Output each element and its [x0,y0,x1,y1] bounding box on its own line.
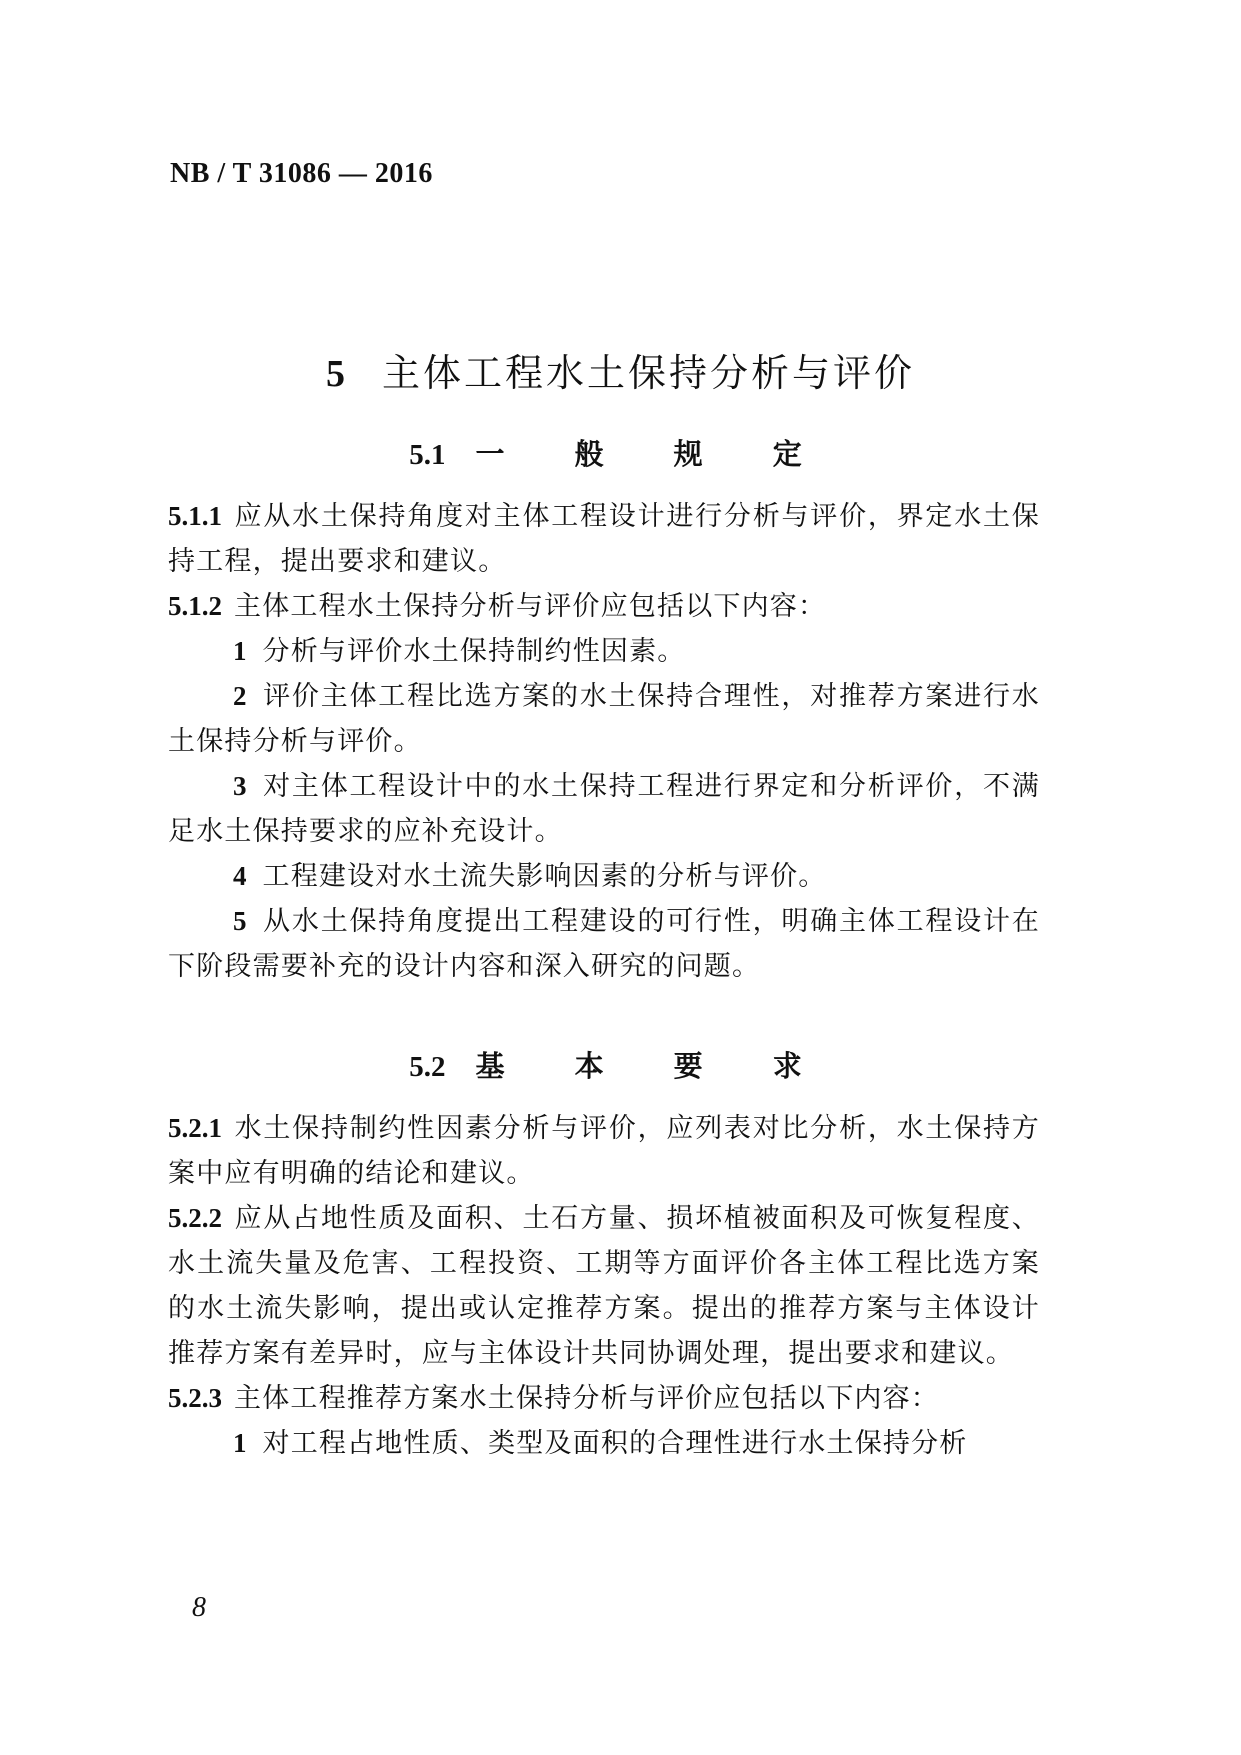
section-body-5-2 [168,1106,1040,1466]
clause-text: 主体工程推荐方案水土保持分析与评价应包括以下内容： [234,1383,939,1414]
clause-text: 主体工程水土保持分析与评价应包括以下内容： [234,591,827,622]
chapter-title [0,342,1241,397]
item-number: 5 [233,906,247,936]
section-body-5-1 [168,494,1040,989]
item-text: 分析与评价水土保持制约性因素。 [262,636,686,667]
clause-5-1-2 [168,584,1040,629]
chapter-title-text: 主体工程水土保持分析与评价 [381,351,915,395]
document-code: NB / T 31086 — 2016 [170,158,433,189]
clause-text: 应从水土保持角度对主体工程设计进行分析与评价，界定水土保持工程，提出要求和建议。 [168,501,1040,577]
section-title-5-2 [0,1044,1241,1085]
clause-text: 应从占地性质及面积、土石方量、损坏植被面积及可恢复程度、水土流失量及危害、工程投资、工期等方面评价各主体工程比选方案的水土流失影响，提出或认定推荐方案。提出的推荐方案与主体设计推荐方案有差异时，应与主体设计共同协调处理，提出要求和建议。 [168,1203,1040,1369]
list-item [168,1421,1040,1466]
clause-number: 5.2.2 [168,1203,222,1233]
item-text: 对主体工程设计中的水土保持工程进行界定和分析评价，不满足水土保持要求的应补充设计。 [168,771,1040,847]
list-item [168,854,1040,899]
clause-number: 5.2.3 [168,1383,222,1413]
list-item [168,899,1040,989]
item-number: 1 [233,1428,247,1458]
clause-text: 水土保持制约性因素分析与评价，应列表对比分析，水土保持方案中应有明确的结论和建议。 [168,1113,1040,1189]
item-number: 4 [233,861,247,891]
page-number: 8 [192,1592,206,1623]
item-number: 2 [233,681,247,711]
chapter-number: 5 [325,353,348,395]
item-text: 对工程占地性质、类型及面积的合理性进行水土保持分析 [262,1428,968,1459]
clause-number: 5.1.1 [168,501,222,531]
clause-number: 5.1.2 [168,591,222,621]
clause-5-2-2 [168,1196,1040,1376]
item-text: 评价主体工程比选方案的水土保持合理性，对推荐方案进行水土保持分析与评价。 [168,681,1040,757]
clause-number: 5.2.1 [168,1113,222,1143]
item-number: 3 [233,771,247,801]
item-number: 1 [233,636,247,666]
section-title-5-1 [0,432,1241,473]
clause-5-2-3 [168,1376,1040,1421]
section-number: 5.2 [409,1051,446,1083]
section-number: 5.1 [409,439,446,471]
clause-5-2-1 [168,1106,1040,1196]
list-item [168,674,1040,764]
list-item [168,629,1040,674]
item-text: 从水土保持角度提出工程建设的可行性，明确主体工程设计在下阶段需要补充的设计内容和深入研究的问题。 [168,906,1040,982]
list-item [168,764,1040,854]
clause-5-1-1 [168,494,1040,584]
section-title-text: 一 般 规 定 [475,437,832,471]
item-text: 工程建设对水土流失影响因素的分析与评价。 [262,861,827,892]
section-title-text: 基 本 要 求 [475,1049,832,1083]
